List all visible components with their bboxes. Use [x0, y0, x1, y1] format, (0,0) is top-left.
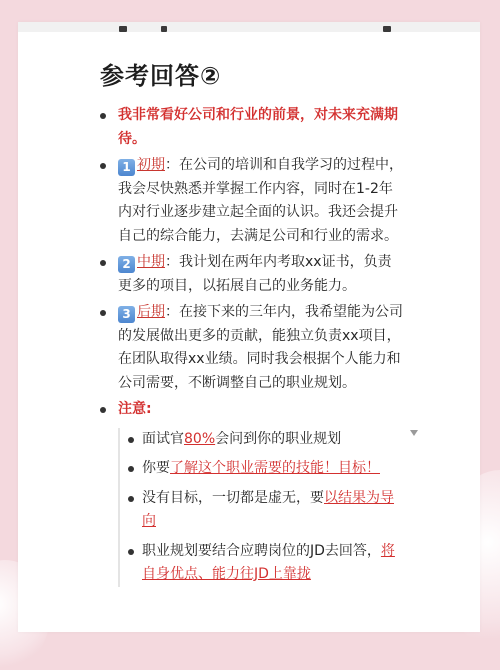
- bullet-icon: [128, 437, 134, 443]
- note-item: [120, 540, 404, 587]
- phase-text: 我计划在两年内考取xx证书，负责更多的项目，以拓展自己的业务能力。: [118, 254, 392, 294]
- number-1-icon: 1: [118, 159, 135, 176]
- phase-text: 在接下来的三年内，我希望能为公司的发展做出更多的贡献，能独立负责xx项目，在团队取得xx业绩。同时我会根据个人能力和公司需要，不断调整自己的职业规划。: [118, 304, 403, 391]
- answer-list: [100, 104, 404, 587]
- note-card: [80, 38, 402, 598]
- list-item: [100, 251, 404, 298]
- separator: ：: [165, 254, 179, 270]
- scroll-down-icon[interactable]: [410, 430, 418, 436]
- note-list: [118, 428, 404, 587]
- top-strip-marks: [113, 22, 403, 38]
- bullet-icon: [100, 407, 106, 413]
- list-item: [100, 398, 404, 587]
- bullet-icon: [128, 549, 134, 555]
- note-item: [120, 487, 404, 534]
- note-text: 没有目标，一切都是虚无，要: [142, 489, 324, 506]
- note-label: 注意:: [118, 401, 152, 417]
- note-text: 你要: [142, 460, 170, 476]
- phase-text: 在公司的培训和自我学习的过程中，我会尽快熟悉并掌握工作内容，同时在1-2年内对行业逐步建立起全面的认识。我还会提升自己的综合能力，去满足公司和行业的需求。: [118, 157, 403, 244]
- list-item: [100, 104, 404, 151]
- separator: ：: [165, 304, 179, 320]
- highlight-link: 将自身优点、能力往JD上靠拢: [142, 542, 395, 582]
- bullet-icon: [128, 496, 134, 502]
- list-item: [100, 301, 404, 395]
- phase-label: 后期: [137, 304, 165, 320]
- phase-label: 中期: [137, 254, 165, 270]
- bullet-icon: [100, 260, 106, 266]
- highlight-link: 以结果为导向: [142, 489, 394, 529]
- number-3-icon: 3: [118, 306, 135, 323]
- note-text: 会问到你的职业规划: [215, 430, 342, 447]
- note-item: [120, 457, 404, 481]
- note-text: 面试官: [142, 430, 184, 447]
- note-item: [120, 428, 404, 452]
- bullet-icon: [100, 113, 106, 119]
- separator: ：: [165, 157, 179, 173]
- page-title: 参考回答②: [100, 62, 222, 90]
- phase-label: 初期: [137, 157, 165, 173]
- highlight-text: 我非常看好公司和行业的前景，对未来充满期待。: [118, 107, 398, 147]
- bullet-icon: [100, 310, 106, 316]
- bullet-icon: [128, 466, 134, 472]
- bullet-icon: [100, 163, 106, 169]
- list-item: [100, 154, 404, 248]
- highlight-link: 80%: [184, 430, 216, 447]
- highlight-link: 了解这个职业需要的技能！目标！: [170, 460, 380, 476]
- number-2-icon: 2: [118, 256, 135, 273]
- note-text: 职业规划要结合应聘岗位的JD去回答，: [142, 542, 381, 559]
- note-content: [100, 104, 404, 593]
